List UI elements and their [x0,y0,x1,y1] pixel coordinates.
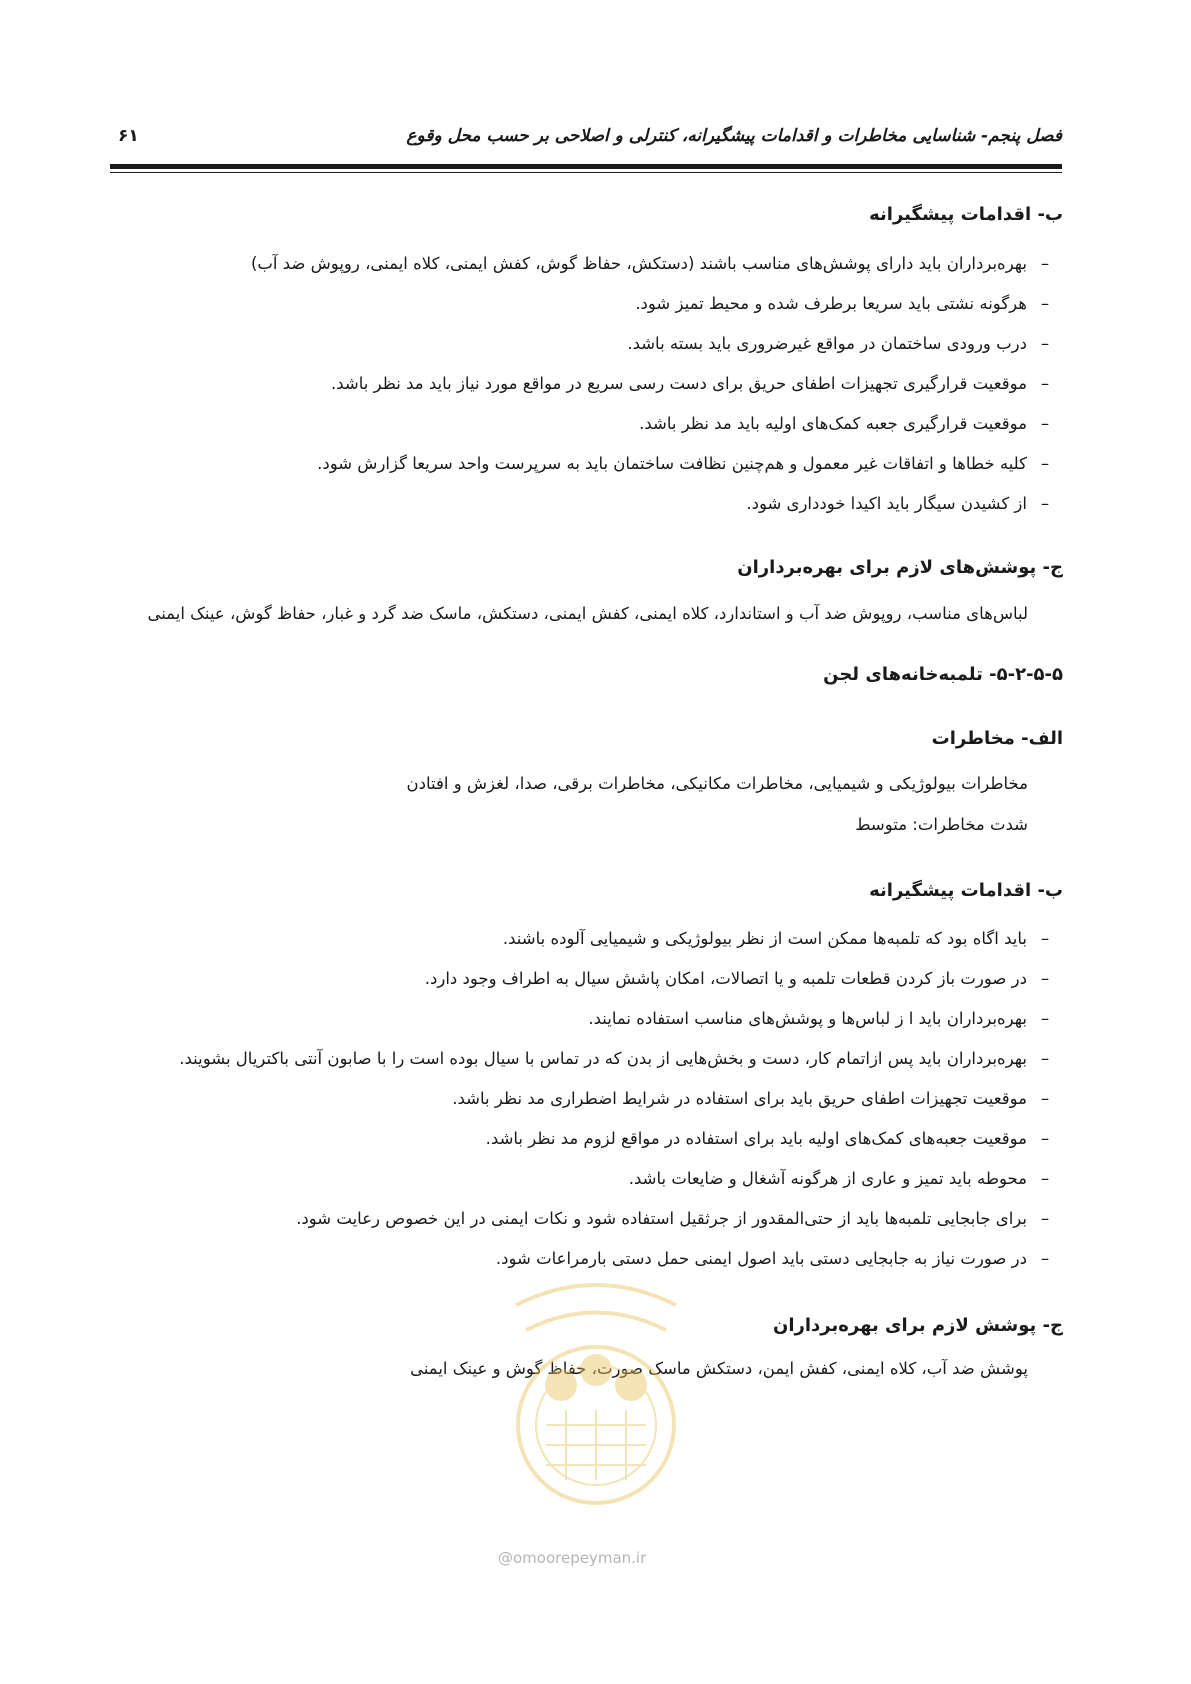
bullet-dash: – [1040,254,1050,273]
bullet-dash: – [1040,1169,1050,1188]
header-rule-thick [110,164,1062,169]
bullet-dash: – [1040,1049,1050,1068]
preventive-1-item-text: از کشیدن سیگار باید اکیدا خودداری شود. [746,494,1027,513]
running-header [110,126,1062,156]
page-number: ۶۱ [118,126,139,146]
preventive-2-item [179,1005,1063,1045]
preventive-2-item-text: بهره‌برداران باید پس ازاتمام کار، دست و بخش‌هایی از بدن که در تماس با سیال بوده است را با صابون آنتی باکتریال بشویند. [179,1049,1027,1068]
preventive-2-item-text: برای جابجایی تلمبه‌ها باید از حتی‌المقدور از جرثقیل استفاده شود و نکات ایمنی در این خصوص رعایت شود. [296,1209,1027,1228]
preventive-2-item-text: در صورت نیاز به جابجایی دستی باید اصول ایمنی حمل دستی بارمراعات شود. [495,1249,1027,1268]
preventive-2-item [179,925,1063,965]
preventive-1-item [251,250,1063,290]
bullet-dash: – [1040,1009,1050,1028]
preventive-1-item-text: درب ورودی ساختمان در مواقع غیرضروری باید بسته باشد. [627,334,1027,353]
preventive-1-item-text: هرگونه نشتی باید سریعا برطرف شده و محیط تمیز شود. [635,294,1027,313]
section-title: ۵-۲-۵-۵- تلمبه‌خانه‌های لجن [823,664,1063,685]
preventive-1-item [251,450,1063,490]
preventive-1-item-text: بهره‌برداران باید دارای پوشش‌های مناسب باشند (دستکش، حفاظ گوش، کفش ایمنی، کلاه ایمنی، روپوش ضد آب) [250,254,1027,273]
preventive-2-item-text: بهره‌برداران باید ا ز لباس‌ها و پوشش‌های مناسب استفاده نمایند. [588,1009,1027,1028]
bullet-dash: – [1040,374,1050,393]
preventive-1-item-text: موقعیت قرارگیری جعبه کمک‌های اولیه باید مد نظر باشد. [639,414,1027,433]
preventive-list-2 [179,925,1063,1285]
bullet-dash: – [1040,1249,1050,1268]
bullet-dash: – [1040,1129,1050,1148]
bullet-dash: – [1040,929,1050,948]
preventive-2-item-text: باید اگاه بود که تلمبه‌ها ممکن است از نظر بیولوژیکی و شیمیایی آلوده باشند. [502,929,1027,948]
preventive-2-item [179,1125,1063,1165]
preventive-2-item-text: موقعیت جعبه‌های کمک‌های اولیه باید برای استفاده در مواقع لزوم مد نظر باشد. [485,1129,1027,1148]
hazards-heading: الف- مخاطرات [931,728,1063,749]
preventive-2-item-text: محوطه باید تمیز و عاری از هرگونه آشغال و ضایعات باشد. [628,1169,1027,1188]
severity-text: شدت مخاطرات: متوسط [855,815,1028,834]
watermark-url-text: omoorepeyman.ir [513,1549,647,1567]
watermark-url [498,1549,646,1567]
bullet-dash: – [1040,334,1050,353]
preventive-1-item [251,490,1063,530]
preventive-2-item [179,965,1063,1005]
preventive-1-item [251,290,1063,330]
header-rule-thin [110,172,1062,173]
ppe-heading-1: ج- پوشش‌های لازم برای بهره‌برداران [737,557,1063,578]
bullet-dash: – [1040,414,1050,433]
preventive-1-item-text: موقعیت قرارگیری تجهیزات اطفای حریق برای دست رسی سریع در مواقع مورد نیاز باید مد نظر باشد. [331,374,1027,393]
preventive-1-item [251,410,1063,450]
preventive-1-item-text: کلیه خطاها و اتفاقات غیر معمول و هم‌چنین نظافت ساختمان باید به سرپرست واحد سریعا گزارش شود. [317,454,1027,473]
preventive-2-item [179,1085,1063,1125]
preventive-heading-1: ب- اقدامات پیشگیرانه [869,204,1063,225]
chapter-title: فصل پنجم- شناسایی مخاطرات و اقدامات پیشگیرانه، کنترلی و اصلاحی بر حسب محل وقوع [406,126,1062,146]
ppe-heading-2: ج- پوشش لازم برای بهره‌برداران [772,1315,1063,1336]
preventive-list-1 [251,250,1063,530]
preventive-1-item [251,370,1063,410]
preventive-2-item [179,1045,1063,1085]
bullet-dash: – [1040,494,1050,513]
watermark-at-icon: @ [498,1549,513,1567]
watermark-logo [486,1275,706,1555]
bullet-dash: – [1040,294,1050,313]
ppe-text-1: لباس‌های مناسب، روپوش ضد آب و استاندارد، کلاه ایمنی، کفش ایمنی، دستکش، ماسک ضد گرد و غبار، حفاظ گوش، عینک ایمنی [147,604,1028,623]
bullet-dash: – [1040,1089,1050,1108]
ppe-text-2: پوشش ضد آب، کلاه ایمنی، کفش ایمن، دستکش ماسک صورت، حفاظ گوش و عینک ایمنی [410,1359,1028,1378]
bullet-dash: – [1040,1209,1050,1228]
hazards-text: مخاطرات بیولوژیکی و شیمیایی، مخاطرات مکانیکی، مخاطرات برقی، صدا، لغزش و افتادن [406,774,1028,793]
preventive-heading-2: ب- اقدامات پیشگیرانه [869,880,1063,901]
preventive-2-item [179,1205,1063,1245]
preventive-1-item [251,330,1063,370]
preventive-2-item-text: موقعیت تجهیزات اطفای حریق باید برای استفاده در شرایط اضطراری مد نظر باشد. [452,1089,1027,1108]
bullet-dash: – [1040,454,1050,473]
preventive-2-item [179,1165,1063,1205]
preventive-2-item-text: در صورت باز کردن قطعات تلمبه و یا اتصالات، امکان پاشش سیال به اطراف وجود دارد. [424,969,1027,988]
bullet-dash: – [1040,969,1050,988]
